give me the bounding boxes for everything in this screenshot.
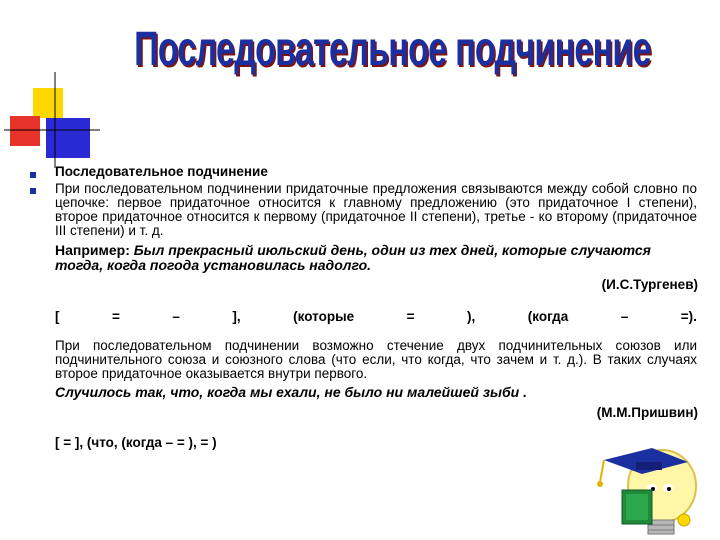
bullet-icon	[30, 172, 36, 178]
scheme-token: –	[620, 309, 629, 324]
definition-text: При последовательном подчинении придаточные предложения связываются между собой словно по цепочке: первое придаточное относится к главному предложению (это придаточное I степени), второе придаточное относится к первому (придаточное II степени), третье - ко второму (придаточное III степени) и т. д.	[55, 181, 697, 238]
example-label: Например:	[55, 242, 130, 258]
example-2-sentence: Случилось так, что, когда мы ехали, не было ни малейшей зыби .	[55, 384, 527, 400]
scheme-token: =).	[680, 309, 697, 324]
page-title: Последовательное подчинение	[134, 20, 651, 76]
section-heading: Последовательное подчинение	[55, 164, 268, 179]
bullet-icon	[30, 188, 36, 194]
scheme-token: ],	[232, 309, 241, 324]
scheme-token: (которые	[293, 309, 355, 324]
example-source: (И.С.Тургенев)	[601, 277, 698, 292]
sentence-scheme-2: [ = ], (что, (когда – = ), = )	[55, 435, 217, 450]
scheme-token: (когда	[527, 309, 569, 324]
example-2-source: (М.М.Пришвин)	[596, 405, 698, 420]
scheme-token: [	[55, 309, 60, 324]
example-sentence: Был прекрасный июльский день, один из тех дней, которые случаются тогда, когда погода установилась надолго.	[55, 242, 651, 273]
scheme-token: =	[406, 309, 415, 324]
scheme-token: ),	[467, 309, 476, 324]
scheme-token: =	[112, 309, 120, 324]
lightbulb-mascot-icon	[592, 438, 710, 538]
paragraph-2: При последовательном подчинении возможно стечение двух подчинительных союзов или подчинительного союза и союзного слова (что если, что когда, что зачем и т. д.). В таких случаях второе придаточное оказывается внутри первого.	[55, 338, 697, 381]
sentence-scheme-1	[55, 309, 697, 324]
example-1	[55, 243, 697, 273]
decorative-squares	[0, 0, 100, 170]
scheme-token: –	[172, 309, 180, 324]
